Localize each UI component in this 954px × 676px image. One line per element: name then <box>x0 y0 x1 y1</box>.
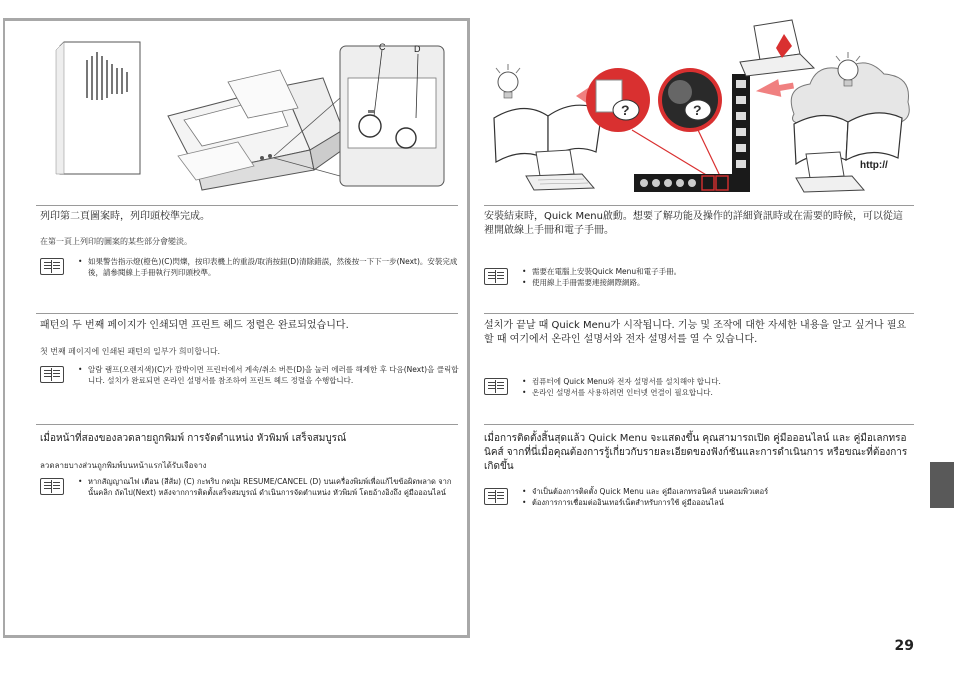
note-list <box>78 476 460 498</box>
section-sub-zh: 在第一頁上列印的圖案的某些部分會變淡。 <box>40 237 192 246</box>
note-item: • 온라인 설명서를 사용하려면 인터넷 연결이 필요합니다. <box>532 387 912 398</box>
section-heading-th: เมื่อหน้าที่สองของลวดลายถูกพิมพ์ การจัดตำแหน่ง หัวพิมพ์ เสร็จสมบูรณ์ <box>40 433 347 444</box>
note-item: • 需要在電腦上安裝Quick Menu和電子手冊。 <box>532 266 912 277</box>
manual-icon-dark <box>658 68 722 132</box>
note-icon <box>40 478 64 495</box>
note-icon <box>484 378 508 395</box>
pointer-lines <box>632 130 720 176</box>
url-label: http:// <box>860 160 888 171</box>
note-icon <box>484 488 508 505</box>
note-list <box>78 364 460 386</box>
manual-icon-red <box>586 68 650 132</box>
printed-pattern-sheet <box>56 42 140 174</box>
laptop-top-icon <box>740 20 814 76</box>
note-list <box>522 486 912 508</box>
quick-menu-vertical-bar <box>732 74 750 192</box>
note-item: • 使用線上手冊需要連接網際網路。 <box>532 277 912 288</box>
divider <box>484 424 914 425</box>
section-heading-th-right: เมื่อการติดตั้งสิ้นสุดแล้ว Quick Menu จะแสดงขึ้น คุณสามารถเปิด คู่มือออนไลน์ และ คู่มือเลกทรอนิคส์ จากที่นี่เมื่อคุณต้องการรู้เกี่ยวกับรายละเอียดของฟังก์ชันและการดำเนินการ หรือขณะที่ต้องการเกิดขึ้น <box>484 433 908 472</box>
note-icon <box>484 268 508 285</box>
note-item: • 알람 램프(오렌지색)(C)가 깜박이면 프린터에서 계속/취소 버튼(D)을 눌러 에러를 해제한 후 다음(Next)을 클릭합니다. 설치가 완료되면 온라인 설명서를 참조하여 프린트 헤드 정렬을 수행합니다. <box>88 364 460 386</box>
section-heading-zh: 列印第二頁圖案時，列印頭校準完成。 <box>40 211 210 222</box>
note-item: • 컴퓨터에 Quick Menu와 전자 설명서를 설치해야 합니다. <box>532 376 912 387</box>
printer-body <box>168 70 345 190</box>
printer-illustration <box>48 38 448 198</box>
section-tab <box>930 462 954 508</box>
note-icon <box>40 258 64 275</box>
arrow-right-icon <box>755 77 796 101</box>
svg-text:?: ? <box>621 102 630 118</box>
label-c: C <box>379 42 386 52</box>
printer-svg <box>48 38 448 198</box>
note-list <box>78 256 460 278</box>
divider <box>36 424 458 425</box>
divider <box>484 205 914 206</box>
laptop-left-icon <box>526 150 594 190</box>
divider <box>484 313 914 314</box>
note-list <box>522 266 912 288</box>
note-icon <box>40 366 64 383</box>
note-item: • ต้องการการเชื่อมต่ออินเทอร์เน็ตสำหรับการใช้ คู่มือออนไลน์ <box>532 497 912 508</box>
section-heading-ko-right: 설치가 끝날 때 Quick Menu가 시작됩니다. 기능 및 조작에 대한 자세한 내용을 알고 싶거나 필요할 때 여기에서 온라인 설명서와 전자 설명서를 열 수 있습니다. <box>484 320 907 345</box>
label-d: D <box>414 44 421 54</box>
quick-menu-illustration <box>484 18 914 198</box>
note-item: • จำเป็นต้องการติดตั้ง Quick Menu และ คู่มือเลกทรอนิคส์ บนคอมพิวเตอร์ <box>532 486 912 497</box>
svg-text:?: ? <box>693 102 702 118</box>
control-panel-closeup <box>340 46 444 186</box>
note-list <box>522 376 912 398</box>
page-number: 29 <box>894 638 914 654</box>
section-heading-zh-right: 安裝結束時，Quick Menu啟動。想要了解功能及操作的詳細資訊時或在需要的時候，可以從這裡開啟線上手冊和電子手冊。 <box>484 211 903 236</box>
laptop-right-icon <box>796 152 864 192</box>
divider <box>36 205 458 206</box>
quick-menu-svg <box>484 18 914 198</box>
quick-menu-horizontal-bar <box>634 174 732 192</box>
note-item: • 如果警告指示燈(橙色)(C)閃爍，按印表機上的重設/取消按鈕(D)清除錯誤，然後按一下下一步(Next)。安裝完成後，請參閱線上手冊執行列印頭校準。 <box>88 256 460 278</box>
lightbulb-left-icon <box>496 64 520 98</box>
divider <box>36 313 458 314</box>
section-sub-th: ลวดลายบางส่วนถูกพิมพ์บนหน้าแรกได้รับเจือจาง <box>40 461 207 470</box>
section-heading-ko: 패턴의 두 번째 페이지가 인쇄되면 프린트 헤드 정렬은 완료되었습니다. <box>40 320 349 331</box>
note-item: • หากสัญญาณไฟ เตือน (สีส้ม) (C) กะพริบ กดปุ่ม RESUME/CANCEL (D) บนเครื่องพิมพ์เพื่อแก้ไขข้อผิดพลาด จากนั้นคลิก ถัดไป(Next) หลังจากการติดตั้งเสร็จสมบูรณ์ ดำเนินการจัดตำแหน่ง หัวพิมพ์ โดยอ้างอิงถึง คู่มือออนไลน์ <box>88 476 460 498</box>
section-sub-ko: 첫 번째 페이지에 인쇄된 패턴의 일부가 희미합니다. <box>40 347 221 356</box>
